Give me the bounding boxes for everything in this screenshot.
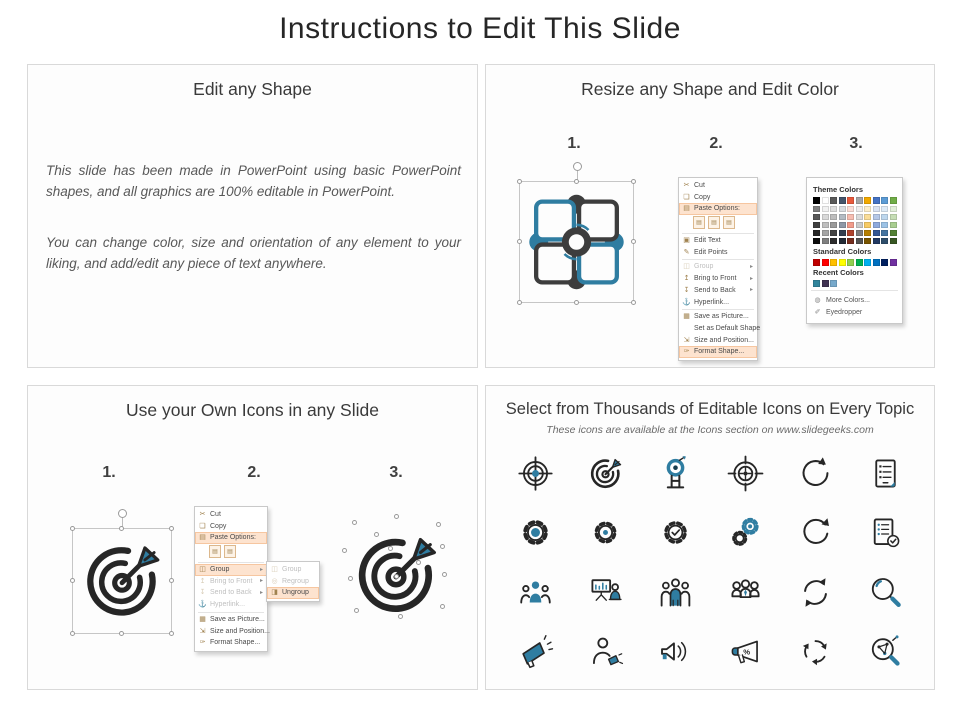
theme-tint-swatch[interactable] xyxy=(873,238,880,244)
menu-item-icon: ◫ xyxy=(271,566,278,573)
menu-item-size-and-position[interactable] xyxy=(679,335,757,347)
theme-tint-swatch[interactable] xyxy=(830,206,837,212)
standard-colors-label: Standard Colors xyxy=(813,247,872,256)
theme-tint-swatch[interactable] xyxy=(890,230,897,236)
refresh-arrow-icon[interactable] xyxy=(797,514,834,551)
menu-item-icon: ✎ xyxy=(683,248,690,256)
menu-item-copy[interactable] xyxy=(195,521,267,533)
menu-item-icon: ✂ xyxy=(199,511,206,518)
announcer-person-icon[interactable] xyxy=(587,633,624,670)
rotate-arrow-icon[interactable] xyxy=(797,455,834,492)
panel-heading: Use your Own Icons in any Slide xyxy=(126,400,379,420)
menu-item-save-as-picture[interactable] xyxy=(679,311,757,323)
theme-tint-swatch[interactable] xyxy=(856,230,863,236)
icon-selection-frame[interactable] xyxy=(72,528,172,634)
submenu-item-group[interactable] xyxy=(267,564,319,576)
recent-colors-row xyxy=(813,280,896,287)
multi-select-handle[interactable] xyxy=(354,608,359,613)
menu-item-label: Cut xyxy=(694,182,705,189)
theme-tint-swatch[interactable] xyxy=(890,206,897,212)
body-paragraph: This slide has been made in PowerPoint using basic PowerPoint shapes, and all graphics are 100% editable in PowerPoint. xyxy=(46,163,461,199)
panel-icon-library xyxy=(485,385,935,690)
panel-heading: Select from Thousands of Editable Icons on Every Topic xyxy=(505,400,915,418)
multi-select-handle[interactable] xyxy=(348,576,353,581)
menu-item-label: Group xyxy=(282,566,302,573)
submenu-arrow-icon: ▸ xyxy=(749,275,753,282)
submenu-arrow-icon: ▸ xyxy=(259,589,263,596)
multi-select-handle[interactable] xyxy=(394,574,399,579)
theme-tint-row xyxy=(813,206,896,213)
theme-tint-swatch[interactable] xyxy=(847,222,854,228)
menu-item-label: Bring to Front xyxy=(694,275,737,283)
theme-tint-swatch[interactable] xyxy=(881,230,888,236)
menu-item-save-as-picture[interactable] xyxy=(195,614,267,626)
menu-item-icon: ↥ xyxy=(683,275,690,283)
menu-item-icon: ⇲ xyxy=(199,627,206,635)
theme-tint-swatch[interactable] xyxy=(813,230,820,236)
menu-item-bring-to-front[interactable] xyxy=(195,576,267,588)
theme-color-swatch[interactable] xyxy=(864,197,871,204)
dartboard-stand-icon[interactable] xyxy=(657,455,694,492)
theme-tint-swatch[interactable] xyxy=(873,206,880,212)
theme-tint-swatch[interactable] xyxy=(830,214,837,220)
theme-tint-swatch[interactable] xyxy=(890,238,897,244)
team-members-icon[interactable] xyxy=(657,574,694,611)
theme-tint-swatch[interactable] xyxy=(881,238,888,244)
theme-color-swatch[interactable] xyxy=(856,197,863,204)
gear-solid-core-icon[interactable] xyxy=(517,514,554,551)
panel-subheading: These icons are available at the Icons section on www.slidegeeks.com xyxy=(546,424,874,436)
resize-handle[interactable] xyxy=(119,526,124,531)
menu-item-label: Bring to Front xyxy=(210,577,253,585)
standard-color-swatch[interactable] xyxy=(830,259,837,266)
theme-tint-swatch[interactable] xyxy=(856,222,863,228)
standard-color-swatch[interactable] xyxy=(873,259,880,266)
theme-tint-row xyxy=(813,214,896,221)
multi-select-handle[interactable] xyxy=(352,520,357,525)
menu-item-group[interactable] xyxy=(679,261,757,273)
menu-item-icon: ⇲ xyxy=(683,336,690,344)
paste-option-icon[interactable]: ▤ xyxy=(708,216,720,229)
theme-color-swatch[interactable] xyxy=(881,197,888,204)
theme-tint-swatch[interactable] xyxy=(847,214,854,220)
menu-item-icon: ◫ xyxy=(683,263,690,271)
resize-handle[interactable] xyxy=(517,300,522,305)
theme-tint-swatch[interactable] xyxy=(856,214,863,220)
theme-tint-grid xyxy=(813,206,896,245)
menu-item-icon: ❏ xyxy=(683,193,690,201)
eyedropper-item[interactable] xyxy=(813,306,896,318)
step-number-2: 2. xyxy=(247,464,261,481)
svg-text:%: % xyxy=(742,647,750,657)
menu-item-label: Edit Points xyxy=(694,248,728,256)
standard-color-swatch[interactable] xyxy=(881,259,888,266)
menu-item-icon: ⚓ xyxy=(198,601,207,609)
resize-handle[interactable] xyxy=(70,578,75,583)
menu-item-label: Copy xyxy=(694,193,711,201)
shape-selection-frame[interactable] xyxy=(519,181,634,303)
page-title: Instructions to Edit This Slide xyxy=(279,12,681,45)
theme-color-swatch[interactable] xyxy=(839,197,846,204)
menu-item-icon: ✂ xyxy=(683,182,690,189)
menu-item-label: Edit Text xyxy=(694,237,721,245)
context-menu-with-submenu xyxy=(194,506,324,656)
paste-options-row xyxy=(195,544,267,561)
checklist-approved-icon[interactable] xyxy=(867,514,904,551)
theme-tint-swatch[interactable] xyxy=(839,230,846,236)
menu-item-label: Format Shape... xyxy=(210,639,261,647)
resize-handle[interactable] xyxy=(169,631,174,636)
megaphone-icon[interactable] xyxy=(517,633,554,670)
submenu-item-regroup[interactable] xyxy=(267,576,319,588)
theme-tint-swatch[interactable] xyxy=(822,206,829,212)
theme-tint-swatch[interactable] xyxy=(864,238,871,244)
menu-item-label: Set as Default Shape xyxy=(694,324,761,332)
theme-tint-swatch[interactable] xyxy=(830,238,837,244)
menu-item-group[interactable] xyxy=(195,564,267,576)
search-network-icon[interactable] xyxy=(867,633,904,670)
menu-item-edit-points[interactable] xyxy=(679,247,757,259)
theme-tint-row xyxy=(813,230,896,237)
menu-item-label: Group xyxy=(210,566,230,574)
multi-select-handle[interactable] xyxy=(342,548,347,553)
panel-resize-and-color xyxy=(485,64,935,368)
paste-option-icon[interactable]: ▤ xyxy=(693,216,705,229)
menu-item-icon: ▤ xyxy=(683,205,690,213)
paste-option-icon[interactable]: ▤ xyxy=(723,216,735,229)
menu-item-icon: ⚓ xyxy=(682,298,691,306)
resize-handle[interactable] xyxy=(631,300,636,305)
resize-handle[interactable] xyxy=(574,179,579,184)
menu-item-icon: ↧ xyxy=(683,286,690,294)
menu-item-send-to-back[interactable] xyxy=(195,587,267,599)
menu-item-hyperlink[interactable] xyxy=(195,599,267,611)
menu-separator xyxy=(682,259,754,260)
menu-item-hyperlink[interactable] xyxy=(679,297,757,309)
multi-select-handle[interactable] xyxy=(436,522,441,527)
menu-item-label: Save as Picture... xyxy=(694,313,749,321)
group-submenu xyxy=(266,561,320,602)
menu-item-label: Hyperlink... xyxy=(694,298,730,306)
resize-handle[interactable] xyxy=(70,631,75,636)
more-colors-item[interactable] xyxy=(813,294,896,306)
menu-item-icon: ◨ xyxy=(271,589,278,597)
resize-handle[interactable] xyxy=(631,179,636,184)
standard-colors-row xyxy=(813,259,896,266)
panel-heading: Resize any Shape and Edit Color xyxy=(581,79,839,99)
theme-colors-row xyxy=(813,197,896,204)
cycle-arrows-icon[interactable] xyxy=(797,633,834,670)
menu-item-icon: ▦ xyxy=(683,313,690,321)
submenu-item-ungroup[interactable] xyxy=(267,587,319,599)
divider xyxy=(811,290,898,291)
standard-color-swatch[interactable] xyxy=(856,259,863,266)
resize-handle[interactable] xyxy=(517,239,522,244)
menu-item-bring-to-front[interactable] xyxy=(679,273,757,285)
multi-select-handle[interactable] xyxy=(374,532,379,537)
menu-item-icon: ✑ xyxy=(683,348,690,356)
menu-separator xyxy=(682,309,754,310)
multi-select-handle[interactable] xyxy=(440,604,445,609)
standard-color-swatch[interactable] xyxy=(864,259,871,266)
theme-tint-swatch[interactable] xyxy=(822,230,829,236)
promo-megaphone-icon[interactable] xyxy=(727,633,764,670)
theme-tint-row xyxy=(813,238,896,245)
menu-item-format-shape[interactable] xyxy=(195,637,267,649)
resize-handle[interactable] xyxy=(631,239,636,244)
menu-item-icon: ▤ xyxy=(199,534,206,542)
step-number-1: 1. xyxy=(102,464,116,481)
submenu-arrow-icon: ▸ xyxy=(259,578,263,585)
step-number-1: 1. xyxy=(567,135,581,152)
menu-item-format-shape[interactable] xyxy=(679,346,757,358)
menu-item-icon: ▣ xyxy=(683,237,690,245)
rotate-handle[interactable] xyxy=(118,509,127,518)
theme-color-swatch[interactable] xyxy=(830,197,837,204)
theme-tint-swatch[interactable] xyxy=(839,206,846,212)
theme-tint-swatch[interactable] xyxy=(847,230,854,236)
theme-color-swatch[interactable] xyxy=(890,197,897,204)
step-number-3: 3. xyxy=(849,135,863,152)
theme-color-swatch[interactable] xyxy=(822,197,829,204)
theme-tint-swatch[interactable] xyxy=(822,222,829,228)
menu-item-icon: ◎ xyxy=(271,577,278,585)
standard-color-swatch[interactable] xyxy=(847,259,854,266)
menu-item-send-to-back[interactable] xyxy=(679,285,757,297)
theme-tint-swatch[interactable] xyxy=(881,206,888,212)
standard-color-swatch[interactable] xyxy=(890,259,897,266)
ungrouped-icon-graphic xyxy=(344,520,448,630)
menu-item-label: Size and Position... xyxy=(210,627,270,635)
paste-options-row xyxy=(679,215,757,232)
paste-option-icon[interactable]: ▤ xyxy=(224,545,236,558)
multi-select-handle[interactable] xyxy=(440,544,445,549)
more-colors-label: More Colors... xyxy=(826,296,870,304)
resize-handle[interactable] xyxy=(70,526,75,531)
menu-item-label: Send to Back xyxy=(694,286,736,294)
magnifier-icon[interactable] xyxy=(867,574,904,611)
theme-tint-swatch[interactable] xyxy=(847,206,854,212)
menu-item-icon: ↧ xyxy=(199,589,206,597)
step-number-2: 2. xyxy=(709,135,723,152)
theme-tint-swatch[interactable] xyxy=(830,222,837,228)
resize-handle[interactable] xyxy=(169,578,174,583)
menu-item-label: Format Shape... xyxy=(694,348,745,356)
theme-tint-swatch[interactable] xyxy=(873,230,880,236)
audience-faces-icon[interactable] xyxy=(727,574,764,611)
submenu-arrow-icon: ▸ xyxy=(749,263,753,270)
document-checklist-icon[interactable] xyxy=(867,455,904,492)
standard-color-swatch[interactable] xyxy=(822,259,829,266)
color-picker xyxy=(806,177,903,324)
context-menu xyxy=(678,177,761,361)
panel-own-icons xyxy=(27,385,478,690)
theme-tint-swatch[interactable] xyxy=(881,222,888,228)
step-number-3: 3. xyxy=(389,464,403,481)
theme-color-swatch[interactable] xyxy=(847,197,854,204)
menu-item-label: Hyperlink... xyxy=(210,601,246,609)
menu-item-icon: ◫ xyxy=(199,566,206,574)
presentation-board-icon[interactable] xyxy=(587,574,624,611)
theme-tint-swatch[interactable] xyxy=(873,222,880,228)
dartboard-dart-icon[interactable] xyxy=(587,455,624,492)
menu-item-label: Ungroup xyxy=(282,589,309,597)
menu-item-label: Cut xyxy=(210,511,221,518)
quad-shape-graphic xyxy=(525,187,628,297)
body-paragraph: You can change color, size and orientation of any element to your liking, and add/edit any piece of text anywhere. xyxy=(46,235,461,271)
multi-select-handle[interactable] xyxy=(388,546,393,551)
menu-item-copy[interactable] xyxy=(679,192,757,204)
resize-handle[interactable] xyxy=(119,631,124,636)
theme-tint-swatch[interactable] xyxy=(890,222,897,228)
resize-handle[interactable] xyxy=(574,300,579,305)
theme-tint-swatch[interactable] xyxy=(813,214,820,220)
theme-tint-swatch[interactable] xyxy=(847,238,854,244)
theme-tint-swatch[interactable] xyxy=(864,214,871,220)
theme-tint-swatch[interactable] xyxy=(839,238,846,244)
menu-item-label: Save as Picture... xyxy=(210,615,265,623)
submenu-arrow-icon: ▸ xyxy=(259,566,263,573)
paste-option-icon[interactable]: ▤ xyxy=(209,545,221,558)
sync-arrows-icon[interactable] xyxy=(797,574,834,611)
rotate-handle[interactable] xyxy=(573,162,582,171)
recent-color-swatch[interactable] xyxy=(813,280,820,287)
theme-tint-swatch[interactable] xyxy=(864,230,871,236)
panel-heading: Edit any Shape xyxy=(193,79,312,99)
menu-item-label: Size and Position... xyxy=(694,336,754,344)
menu-item-cut[interactable] xyxy=(195,509,267,521)
recent-color-swatch[interactable] xyxy=(822,280,829,287)
context-menu xyxy=(194,506,268,652)
theme-tint-swatch[interactable] xyxy=(890,214,897,220)
gear-small-core-icon[interactable] xyxy=(587,514,624,551)
menu-item-label: Group xyxy=(694,263,714,271)
dartboard-dart-icon xyxy=(78,534,166,628)
menu-item-icon: ▦ xyxy=(199,615,206,623)
theme-tint-swatch[interactable] xyxy=(856,206,863,212)
menu-item-size-and-position[interactable] xyxy=(195,626,270,638)
theme-tint-swatch[interactable] xyxy=(813,222,820,228)
people-group-icon[interactable] xyxy=(517,574,554,611)
crosshair-scope-icon[interactable] xyxy=(727,455,764,492)
standard-color-swatch[interactable] xyxy=(813,259,820,266)
standard-color-swatch[interactable] xyxy=(839,259,846,266)
color-wheel-icon: ◍ xyxy=(814,297,821,304)
multi-select-handle[interactable] xyxy=(394,514,399,519)
menu-separator xyxy=(198,612,264,613)
gear-check-icon[interactable] xyxy=(657,514,694,551)
theme-tint-swatch[interactable] xyxy=(813,238,820,244)
theme-color-swatch[interactable] xyxy=(873,197,880,204)
menu-item-label: Regroup xyxy=(282,577,309,585)
panel-edit-any-shape xyxy=(27,64,478,368)
menu-item-cut[interactable] xyxy=(679,180,757,192)
menu-item-paste-options[interactable] xyxy=(679,203,757,215)
theme-colors-label: Theme Colors xyxy=(813,185,864,194)
speaker-horn-icon[interactable] xyxy=(657,633,694,670)
menu-item-label: Paste Options: xyxy=(694,205,740,213)
multi-select-handle[interactable] xyxy=(398,614,403,619)
menu-item-edit-text[interactable] xyxy=(679,235,757,247)
theme-tint-swatch[interactable] xyxy=(864,222,871,228)
menu-item-icon: ✑ xyxy=(199,639,206,647)
menu-item-icon: ↥ xyxy=(199,577,206,585)
target-crosshair-icon[interactable] xyxy=(517,455,554,492)
multi-select-handle[interactable] xyxy=(416,560,421,565)
theme-tint-swatch[interactable] xyxy=(873,214,880,220)
theme-tint-swatch[interactable] xyxy=(856,238,863,244)
multi-select-handle[interactable] xyxy=(442,572,447,577)
recent-colors-label: Recent Colors xyxy=(813,268,864,277)
theme-tint-swatch[interactable] xyxy=(864,206,871,212)
theme-tint-row xyxy=(813,222,896,229)
menu-separator xyxy=(198,562,264,563)
menu-item-paste-options[interactable] xyxy=(195,532,267,544)
menu-item-label: Paste Options: xyxy=(210,534,256,542)
theme-tint-swatch[interactable] xyxy=(822,214,829,220)
submenu-arrow-icon: ▸ xyxy=(749,287,753,294)
theme-color-swatch[interactable] xyxy=(813,197,820,204)
theme-tint-swatch[interactable] xyxy=(881,214,888,220)
recent-color-swatch[interactable] xyxy=(830,280,837,287)
menu-item-set-as-default-shape[interactable] xyxy=(679,323,761,335)
menu-item-label: Send to Back xyxy=(210,589,252,597)
eyedropper-label: Eyedropper xyxy=(826,308,863,316)
menu-item-label: Copy xyxy=(210,522,227,530)
double-gears-icon[interactable] xyxy=(727,514,764,551)
resize-handle[interactable] xyxy=(517,179,522,184)
theme-tint-swatch[interactable] xyxy=(830,230,837,236)
menu-item-icon: ❏ xyxy=(199,522,206,530)
menu-separator xyxy=(682,233,754,234)
resize-handle[interactable] xyxy=(169,526,174,531)
theme-tint-swatch[interactable] xyxy=(839,214,846,220)
theme-tint-swatch[interactable] xyxy=(822,238,829,244)
icon-library-grid xyxy=(500,444,920,681)
theme-tint-swatch[interactable] xyxy=(813,206,820,212)
eyedropper-icon: ✐ xyxy=(814,309,821,316)
theme-tint-swatch[interactable] xyxy=(839,222,846,228)
